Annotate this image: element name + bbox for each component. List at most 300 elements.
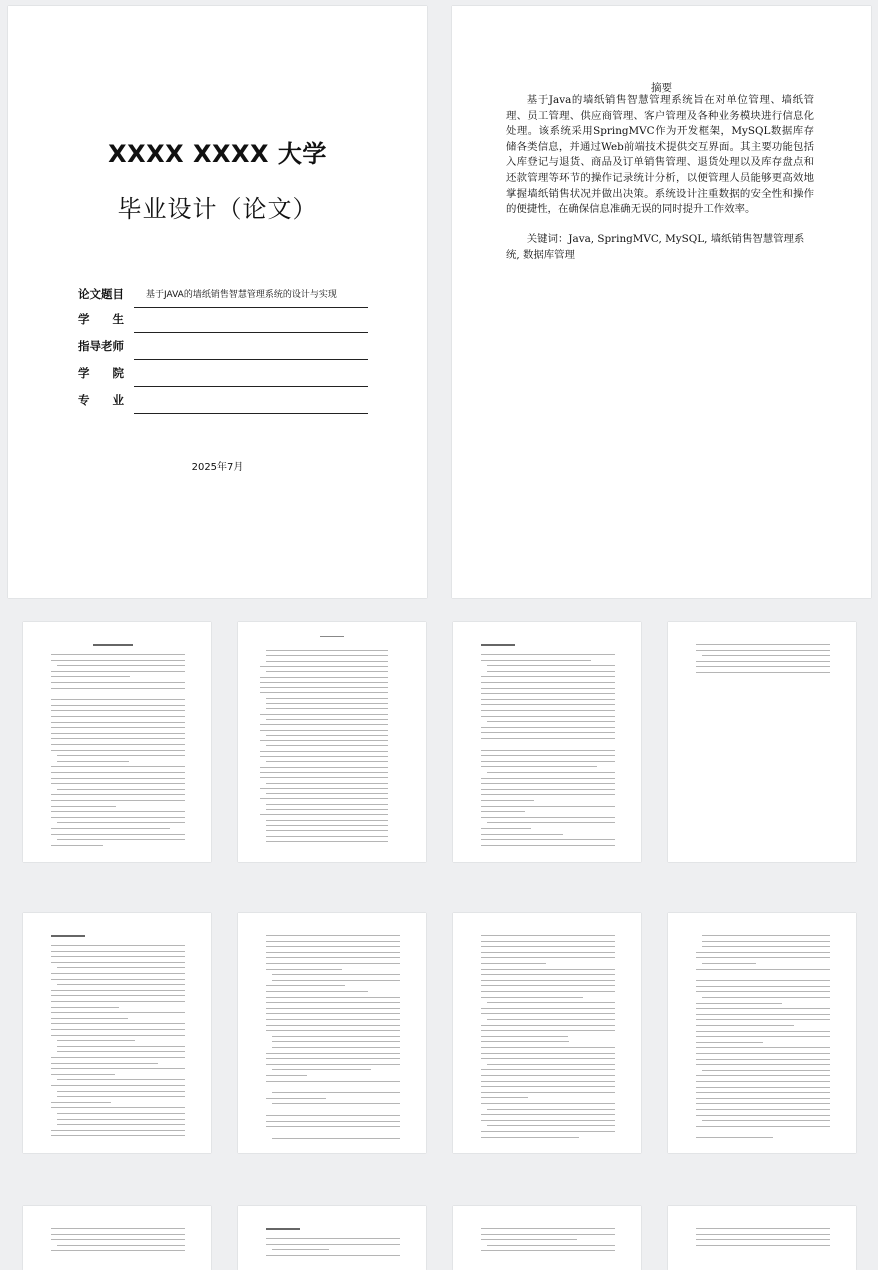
thumb-text-line [266, 1115, 400, 1116]
thumb-toc-line [260, 814, 388, 815]
thumb-text-line [266, 1126, 400, 1127]
thumb-text-line [272, 1138, 400, 1139]
thumb-text-line [481, 783, 615, 784]
thumb-text-line [51, 682, 185, 683]
thumb-text-line [487, 1125, 615, 1126]
thumb-text-line [481, 839, 615, 840]
thumb-toc-line [266, 745, 388, 746]
thumb-text-line [51, 962, 185, 963]
thumbnail-page[interactable] [453, 622, 641, 862]
thumbnail-page[interactable] [453, 913, 641, 1153]
thumb-text-line [57, 1124, 185, 1125]
thumb-text-line [487, 1245, 615, 1246]
thumb-text-line [696, 980, 830, 981]
thumb-text-line [51, 1074, 115, 1075]
thumb-text-line [481, 654, 615, 655]
thumb-text-line [696, 1228, 830, 1229]
thumb-toc-line [266, 841, 388, 842]
thumb-text-line [51, 671, 185, 672]
thesis-type-title: 毕业设计（论文） [117, 195, 318, 223]
thumb-toc-line [266, 809, 388, 810]
thumb-text-line [481, 738, 615, 739]
thumb-toc-line [266, 661, 388, 662]
thumb-text-line [487, 1109, 615, 1110]
thumb-text-line [272, 1103, 400, 1104]
thumb-text-line [57, 789, 185, 790]
thumb-text-line [702, 963, 756, 964]
thumb-text-line [272, 980, 400, 981]
thumb-text-line [266, 1025, 400, 1026]
thumb-text-line [696, 666, 830, 667]
thumb-text-line [266, 1255, 400, 1256]
thumb-text-line [51, 1018, 128, 1019]
thumb-text-line [481, 806, 615, 807]
thumb-toc-line [266, 804, 388, 805]
thumb-toc-line [266, 761, 388, 762]
thumbnail-page[interactable] [238, 913, 426, 1153]
thumb-text-line [51, 716, 185, 717]
form-row-major [78, 388, 368, 414]
thumb-text-line [51, 794, 185, 795]
thumb-text-line [272, 1041, 400, 1042]
thumb-text-line [57, 1079, 185, 1080]
thumb-text-line [696, 1025, 794, 1026]
thumb-toc-line [266, 698, 388, 699]
thumb-text-line [51, 979, 185, 980]
university-name: XXXX XXXX 大学 [108, 140, 327, 168]
thumb-text-line [481, 1053, 615, 1054]
thumb-text-line [51, 1012, 185, 1013]
thumb-toc-line [260, 756, 388, 757]
thumb-text-line [481, 699, 615, 700]
thumb-text-line [702, 1120, 830, 1121]
thumb-text-line [481, 946, 615, 947]
thumb-text-line [481, 957, 615, 958]
form-row-title [78, 282, 368, 308]
thumb-text-line [487, 772, 615, 773]
thumb-toc-line [260, 682, 388, 683]
thumb-text-line [481, 1013, 615, 1014]
form-row-student [78, 307, 368, 333]
thumb-text-line [696, 1087, 830, 1088]
thumb-text-line [51, 1130, 185, 1131]
thumb-text-line [51, 733, 185, 734]
thumb-text-line [481, 1058, 615, 1059]
thumb-toc-line [266, 793, 388, 794]
thumb-text-line [481, 963, 546, 964]
thumb-toc-line [260, 724, 388, 725]
thumb-text-line [696, 1059, 830, 1060]
thumb-text-line [481, 1086, 615, 1087]
thumb-text-line [487, 671, 615, 672]
thumb-text-line [266, 1098, 326, 1099]
thumb-text-line [481, 732, 615, 733]
thumb-text-line [481, 985, 615, 986]
thumb-text-line [57, 1040, 135, 1041]
thumb-text-line [481, 817, 615, 818]
form-label: 论文题目 [78, 287, 124, 301]
thumb-text-line [696, 1109, 830, 1110]
thumb-toc-line [266, 830, 388, 831]
thumb-text-line [481, 980, 615, 981]
thumb-text-line [702, 935, 830, 936]
thumb-text-line [481, 1234, 615, 1235]
thumbnail-page[interactable] [668, 913, 856, 1153]
thumb-text-line [51, 772, 185, 773]
thumb-toc-line [260, 777, 388, 778]
thumb-text-line [696, 672, 830, 673]
thumb-text-line [696, 650, 830, 651]
thumb-text-line [57, 1091, 185, 1092]
thumb-text-line [481, 991, 615, 992]
thumb-toc-line [260, 772, 388, 773]
thumb-text-line [481, 716, 615, 717]
thumb-text-line [696, 1103, 830, 1104]
form-underline [134, 332, 368, 333]
abstract-keywords: 关键词：Java, SpringMVC, MySQL, 墙纸销售智慧管理系统, 数据库管理 [506, 233, 805, 261]
thumb-text-line [266, 1030, 400, 1031]
thumb-text-line [702, 997, 830, 998]
thumb-text-line [696, 1042, 763, 1043]
thumb-toc-line [266, 836, 388, 837]
thumb-text-line [272, 974, 400, 975]
thumb-text-line [57, 839, 185, 840]
thumb-text-line [481, 1120, 615, 1121]
thumb-text-line [481, 727, 615, 728]
thumb-text-line [481, 1239, 577, 1240]
form-label: 学生 [78, 312, 124, 326]
thumb-text-line [481, 1069, 615, 1070]
thumb-toc-line [260, 751, 388, 752]
thumb-heading-line [93, 644, 133, 646]
thumb-toc-line [260, 677, 388, 678]
thumb-text-line [272, 1069, 371, 1070]
thumb-text-line [266, 941, 400, 942]
thumb-text-line [481, 704, 615, 705]
thumb-toc-line [260, 767, 388, 768]
thumb-text-line [57, 1096, 185, 1097]
thumb-text-line [481, 952, 615, 953]
thumb-text-line [272, 1047, 400, 1048]
thumb-text-line [51, 1007, 119, 1008]
thumb-text-line [702, 946, 830, 947]
thumb-text-line [266, 1081, 400, 1082]
thumb-text-line [481, 1008, 615, 1009]
thumb-toc-line [260, 692, 388, 693]
thumb-text-line [696, 986, 830, 987]
thumb-text-line [696, 1053, 830, 1054]
thumb-text-line [266, 1008, 400, 1009]
thumb-text-line [481, 1131, 615, 1132]
thumb-text-line [51, 705, 185, 706]
cover-date: 2025年7月 [191, 462, 244, 473]
thumb-text-line [57, 967, 185, 968]
thumb-text-line [481, 941, 615, 942]
thumb-text-line [702, 655, 830, 656]
thumb-text-line [266, 952, 400, 953]
thumb-text-line [266, 1238, 400, 1239]
thumb-heading-line [481, 644, 515, 646]
thumb-toc-line [260, 798, 388, 799]
thumb-text-line [481, 660, 591, 661]
thumb-text-line [266, 1075, 307, 1076]
thumb-text-line [481, 1137, 579, 1138]
thumb-text-line [51, 722, 185, 723]
thumb-text-line [696, 1064, 830, 1065]
thumb-heading-line [51, 935, 85, 937]
thumb-text-line [487, 1002, 615, 1003]
thumb-text-line [266, 1121, 400, 1122]
thumb-toc-line [266, 671, 388, 672]
thumbnail-page[interactable] [238, 1206, 426, 1270]
thumbnail-page[interactable] [23, 1206, 211, 1270]
thumb-text-line [57, 1119, 185, 1120]
thumb-text-line [51, 800, 185, 801]
thumb-text-line [51, 1068, 185, 1069]
thumb-text-line [272, 1249, 329, 1250]
thumb-text-line [696, 1239, 830, 1240]
thumb-text-line [487, 1064, 615, 1065]
cover-page [8, 6, 427, 598]
thumb-text-line [51, 727, 185, 728]
thumb-text-line [51, 654, 185, 655]
thumb-text-line [481, 1228, 615, 1229]
thumb-text-line [696, 991, 830, 992]
thumb-text-line [266, 1053, 400, 1054]
thumb-text-line [266, 1058, 400, 1059]
thumb-text-line [696, 1126, 830, 1127]
thumb-text-line [481, 1075, 615, 1076]
thumb-text-line [51, 945, 185, 946]
thumb-text-line [696, 1036, 830, 1037]
thumb-toc-line [260, 666, 388, 667]
thumb-text-line [57, 822, 185, 823]
thumb-text-line [51, 951, 185, 952]
thumb-text-line [51, 766, 185, 767]
form-row-college [78, 361, 368, 387]
thumb-text-line [57, 984, 185, 985]
thumb-text-line [51, 1107, 185, 1108]
thumbnail-page[interactable] [453, 1206, 641, 1270]
thumb-text-line [51, 783, 185, 784]
thumb-text-line [481, 800, 534, 801]
thumb-text-line [51, 1057, 185, 1058]
thumb-text-line [51, 828, 170, 829]
thumb-toc-line [260, 740, 388, 741]
thumb-text-line [481, 1036, 568, 1037]
thumb-text-line [696, 644, 830, 645]
thumb-text-line [266, 1002, 400, 1003]
thumbnail-page[interactable] [23, 913, 211, 1153]
thumb-text-line [481, 1047, 615, 1048]
thumb-text-line [696, 957, 830, 958]
thumbnail-page[interactable] [668, 622, 856, 862]
thumbnail-page[interactable] [238, 622, 426, 862]
thumb-text-line [481, 789, 615, 790]
thumb-text-line [51, 699, 185, 700]
form-underline [134, 413, 368, 414]
thumb-text-line [51, 995, 185, 996]
form-label: 指导老师 [78, 339, 124, 353]
thumb-toc-line [266, 650, 388, 651]
thumb-text-line [51, 688, 185, 689]
thumb-text-line [481, 688, 615, 689]
thumb-text-line [696, 1019, 830, 1020]
thumb-text-line [266, 957, 400, 958]
thumb-text-line [51, 1085, 185, 1086]
form-underline [134, 359, 368, 360]
thumb-toc-line [266, 783, 388, 784]
thumb-text-line [57, 761, 129, 762]
thumb-text-line [481, 1030, 615, 1031]
thumb-text-line [481, 974, 615, 975]
thumb-text-line [696, 1003, 782, 1004]
thumb-text-line [481, 935, 615, 936]
thumb-text-line [481, 778, 615, 779]
thumb-text-line [51, 1102, 111, 1103]
thumb-text-line [696, 1245, 830, 1246]
thumb-text-line [51, 660, 185, 661]
thumb-toc-line [260, 687, 388, 688]
form-label: 学院 [78, 366, 124, 380]
thumb-text-line [696, 1031, 830, 1032]
abstract-body: 基于Java的墙纸销售智慧管理系统旨在对单位管理、墙纸管理、员工管理、供应商管理、客户管理及各种业务模块进行信息化处理。该系统采用SpringMVC作为开发框架，MySQL数据库存储各类信息，并通过Web前端技术提供交互界面。其主要功能包括入库登记与退货、商品及订单销售管理、退货处理以及库存盘点和还款管理等环节的操作记录统计分析，以便管理人员能够更高效地掌握墙纸销售状况并做出决策。系统设计注重数据的安全性和操作的便捷性，在确保信息准确无误的同时提升工作效率。 [506, 94, 814, 216]
thumb-text-line [481, 845, 615, 846]
thumb-text-line [51, 1135, 185, 1136]
form-value: 基于JAVA的墙纸销售智慧管理系统的设计与实现 [146, 290, 337, 300]
thumb-toc-line [260, 730, 388, 731]
thumbnail-page[interactable] [23, 622, 211, 862]
thumb-text-line [51, 738, 185, 739]
thumb-text-line [696, 1092, 830, 1093]
thumb-text-line [481, 794, 615, 795]
thumb-text-line [57, 1046, 185, 1047]
thumb-text-line [481, 969, 615, 970]
thumb-text-line [266, 1244, 400, 1245]
thumb-text-line [481, 710, 615, 711]
thumb-text-line [481, 1114, 615, 1115]
thumb-text-line [51, 1239, 185, 1240]
thumb-text-line [696, 1047, 830, 1048]
form-row-advisor [78, 334, 368, 360]
thumb-toc-line [266, 719, 388, 720]
thumb-toc-line [266, 825, 388, 826]
thumb-toc-line [266, 703, 388, 704]
form-underline [134, 386, 368, 387]
thumb-text-line [51, 744, 185, 745]
thumb-text-line [51, 811, 185, 812]
thumb-text-line [51, 817, 185, 818]
thumb-text-line [481, 682, 615, 683]
thumb-toc-line [260, 788, 388, 789]
thumb-text-line [481, 1081, 615, 1082]
thumb-text-line [696, 952, 830, 953]
thumb-text-line [266, 985, 345, 986]
thumb-heading-line [320, 636, 344, 637]
thumb-text-line [266, 946, 400, 947]
thumb-text-line [481, 1092, 615, 1093]
thumb-text-line [266, 963, 400, 964]
thumb-text-line [487, 721, 615, 722]
thumb-text-line [696, 1137, 773, 1138]
form-label: 专业 [78, 393, 124, 407]
thumb-heading-line [266, 1228, 300, 1230]
thumb-text-line [272, 1092, 400, 1093]
thumb-text-line [696, 1098, 830, 1099]
thumb-toc-line [260, 714, 388, 715]
thumb-text-line [266, 1013, 400, 1014]
thumb-text-line [57, 755, 185, 756]
thumb-text-line [57, 1051, 185, 1052]
thumb-text-line [266, 991, 368, 992]
thumb-toc-line [266, 655, 388, 656]
thumb-text-line [481, 1041, 569, 1042]
thumb-text-line [51, 973, 185, 974]
thumb-text-line [51, 1063, 158, 1064]
thumb-text-line [487, 665, 615, 666]
thumb-text-line [696, 1115, 830, 1116]
thumb-toc-line [266, 735, 388, 736]
thumb-text-line [481, 1103, 615, 1104]
thumb-text-line [696, 1081, 830, 1082]
thumb-text-line [51, 956, 185, 957]
thumb-text-line [481, 828, 531, 829]
thumb-text-line [57, 665, 185, 666]
thumb-text-line [696, 1014, 830, 1015]
thumb-toc-line [266, 820, 388, 821]
thumb-text-line [266, 969, 342, 970]
thumb-text-line [51, 834, 185, 835]
thumb-text-line [481, 997, 583, 998]
thumb-text-line [696, 1234, 830, 1235]
thumb-text-line [702, 941, 830, 942]
thumb-text-line [51, 990, 185, 991]
abstract-heading: 摘要 [651, 82, 672, 94]
thumb-text-line [481, 750, 615, 751]
thumb-text-line [51, 1234, 185, 1235]
thumb-text-line [696, 661, 830, 662]
thumb-text-line [266, 1064, 400, 1065]
thumb-text-line [51, 806, 116, 807]
thumbnail-page[interactable] [668, 1206, 856, 1270]
thumb-text-line [51, 710, 185, 711]
thumb-text-line [696, 1075, 830, 1076]
thumb-text-line [51, 750, 185, 751]
thumb-text-line [51, 845, 103, 846]
thumb-text-line [51, 1001, 185, 1002]
thumb-text-line [266, 1019, 400, 1020]
thumb-toc-line [266, 708, 388, 709]
thumb-text-line [481, 755, 615, 756]
thumb-text-line [481, 811, 525, 812]
thumb-text-line [272, 1036, 400, 1037]
thumb-text-line [702, 1070, 830, 1071]
thumb-text-line [51, 1228, 185, 1229]
thumb-text-line [266, 935, 400, 936]
thumb-text-line [51, 778, 185, 779]
thumb-text-line [696, 1008, 830, 1009]
thumb-text-line [57, 1245, 185, 1246]
thumb-text-line [481, 761, 615, 762]
thumb-text-line [487, 1019, 615, 1020]
abstract-page [452, 6, 871, 598]
thumb-text-line [481, 676, 615, 677]
thumb-text-line [481, 1250, 615, 1251]
thumb-text-line [57, 1113, 185, 1114]
thumb-text-line [696, 969, 830, 970]
thumb-text-line [51, 1035, 185, 1036]
thumb-text-line [481, 1097, 528, 1098]
